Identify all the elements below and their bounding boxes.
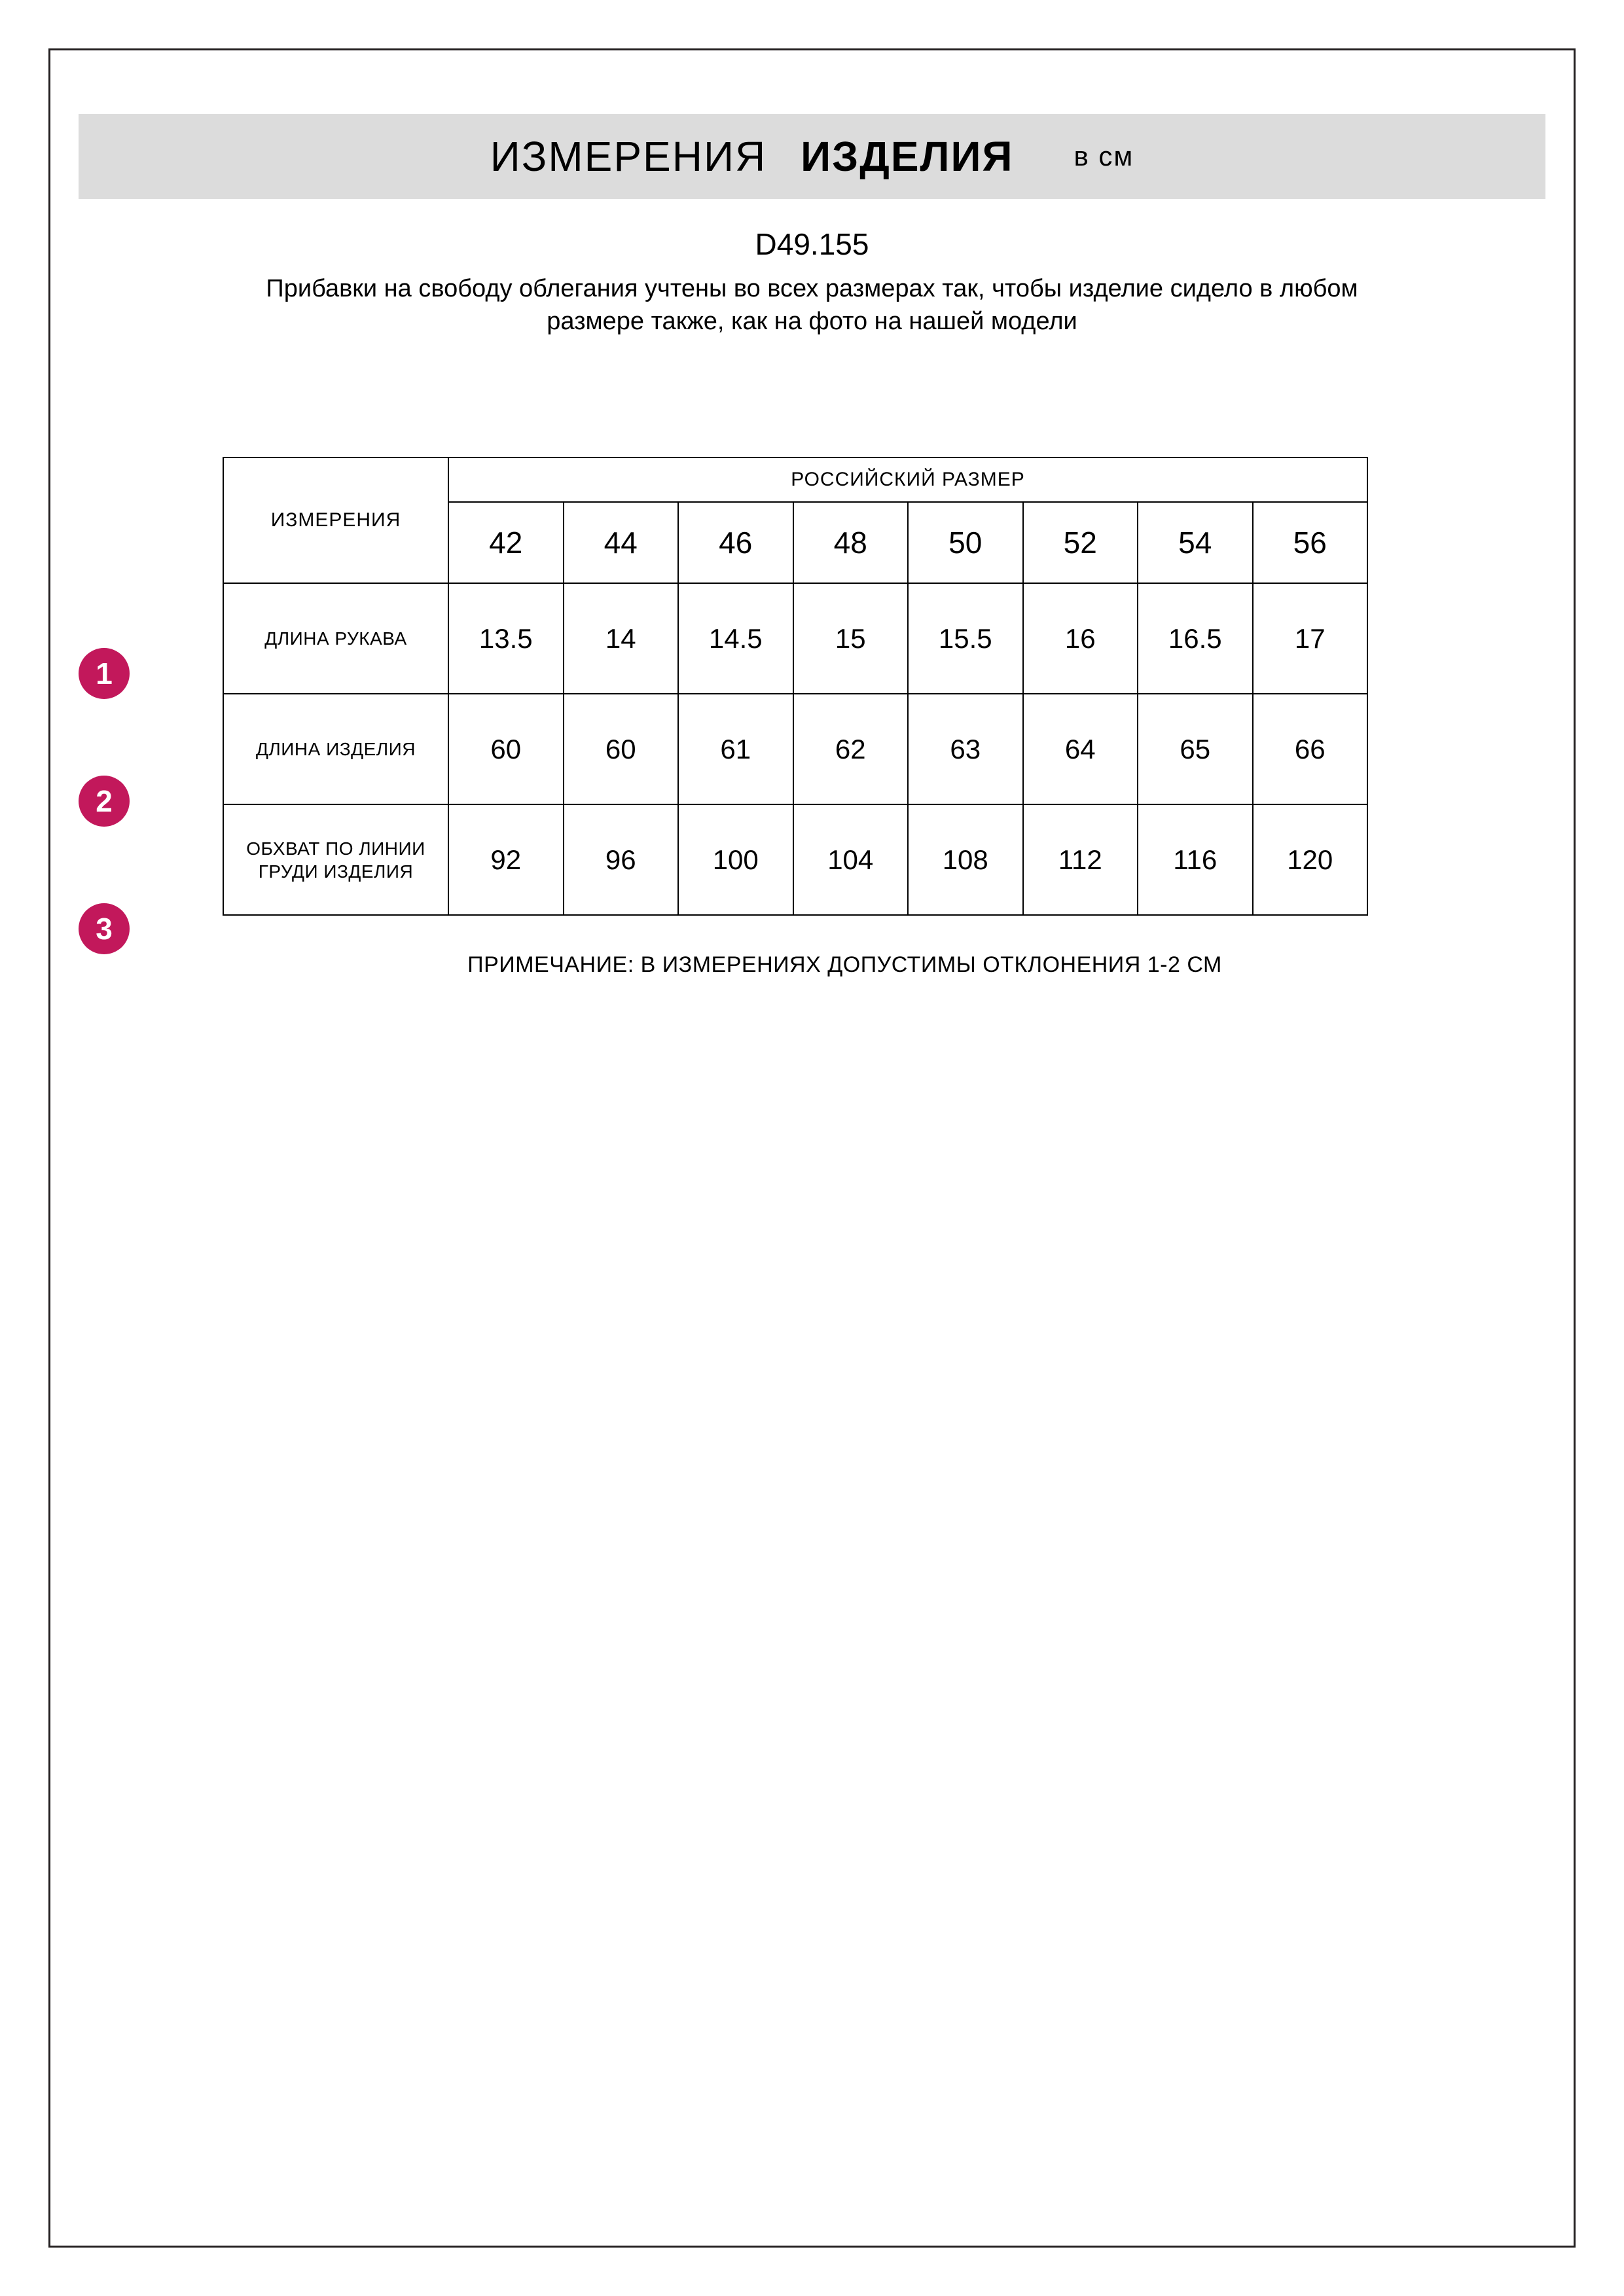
table-cell: 116 — [1138, 804, 1253, 915]
table-cell: 120 — [1253, 804, 1368, 915]
table-cell: 100 — [678, 804, 793, 915]
size-table-wrap — [79, 457, 1545, 978]
table-row — [223, 694, 1367, 804]
table-cell: 15 — [793, 583, 909, 694]
header-units-label: в см — [1074, 141, 1134, 171]
intro-text: Прибавки на свободу облегания учтены во всех размерах так, чтобы изделие сидело в любом размере также, как на фото на нашей модели — [266, 275, 1358, 336]
header-title-product: ИЗДЕЛИЯ — [801, 133, 1014, 180]
size-header-cell: 44 — [564, 502, 679, 583]
model-code: D49.155 — [755, 227, 869, 261]
table-cell: 16 — [1023, 583, 1138, 694]
size-table — [223, 457, 1368, 916]
table-cell: 65 — [1138, 694, 1253, 804]
table-cell: 66 — [1253, 694, 1368, 804]
table-cell: 17 — [1253, 583, 1368, 694]
table-cell: 60 — [564, 694, 679, 804]
header-title-measurements: ИЗМЕРЕНИЯ — [490, 133, 767, 180]
table-cell: 60 — [448, 694, 564, 804]
table-cell: 108 — [908, 804, 1023, 915]
row-label-chest-girth: ОБХВАТ ПО ЛИНИИ ГРУДИ ИЗДЕЛИЯ — [223, 804, 448, 915]
row-bullet-2: 2 — [79, 776, 130, 827]
table-row — [223, 583, 1367, 694]
table-cell: 63 — [908, 694, 1023, 804]
table-cell: 14.5 — [678, 583, 793, 694]
table-group-header-row — [223, 457, 1367, 502]
size-header-cell: 46 — [678, 502, 793, 583]
header-band — [79, 114, 1545, 199]
table-cell: 64 — [1023, 694, 1138, 804]
page-content — [79, 79, 1545, 978]
row-label-sleeve-length: ДЛИНА РУКАВА — [223, 583, 448, 694]
table-row — [223, 804, 1367, 915]
table-cell: 61 — [678, 694, 793, 804]
size-header-cell: 54 — [1138, 502, 1253, 583]
table-cell: 112 — [1023, 804, 1138, 915]
table-group-header: РОССИЙСКИЙ РАЗМЕР — [448, 457, 1367, 502]
size-header-cell: 52 — [1023, 502, 1138, 583]
row-bullet-3: 3 — [79, 903, 130, 954]
row-bullet-1: 1 — [79, 648, 130, 699]
table-cell: 96 — [564, 804, 679, 915]
size-header-cell: 48 — [793, 502, 909, 583]
table-cell: 104 — [793, 804, 909, 915]
table-cell: 14 — [564, 583, 679, 694]
size-header-cell: 42 — [448, 502, 564, 583]
table-cell: 16.5 — [1138, 583, 1253, 694]
table-cell: 13.5 — [448, 583, 564, 694]
table-cell: 62 — [793, 694, 909, 804]
table-cell: 15.5 — [908, 583, 1023, 694]
note-text: ПРИМЕЧАНИЕ: В ИЗМЕРЕНИЯХ ДОПУСТИМЫ ОТКЛОНЕНИЯ 1-2 СМ — [467, 952, 1222, 978]
size-header-cell: 56 — [1253, 502, 1368, 583]
size-header-cell: 50 — [908, 502, 1023, 583]
table-cell: 92 — [448, 804, 564, 915]
table-corner-label: ИЗМЕРЕНИЯ — [223, 457, 448, 583]
row-label-product-length: ДЛИНА ИЗДЕЛИЯ — [223, 694, 448, 804]
